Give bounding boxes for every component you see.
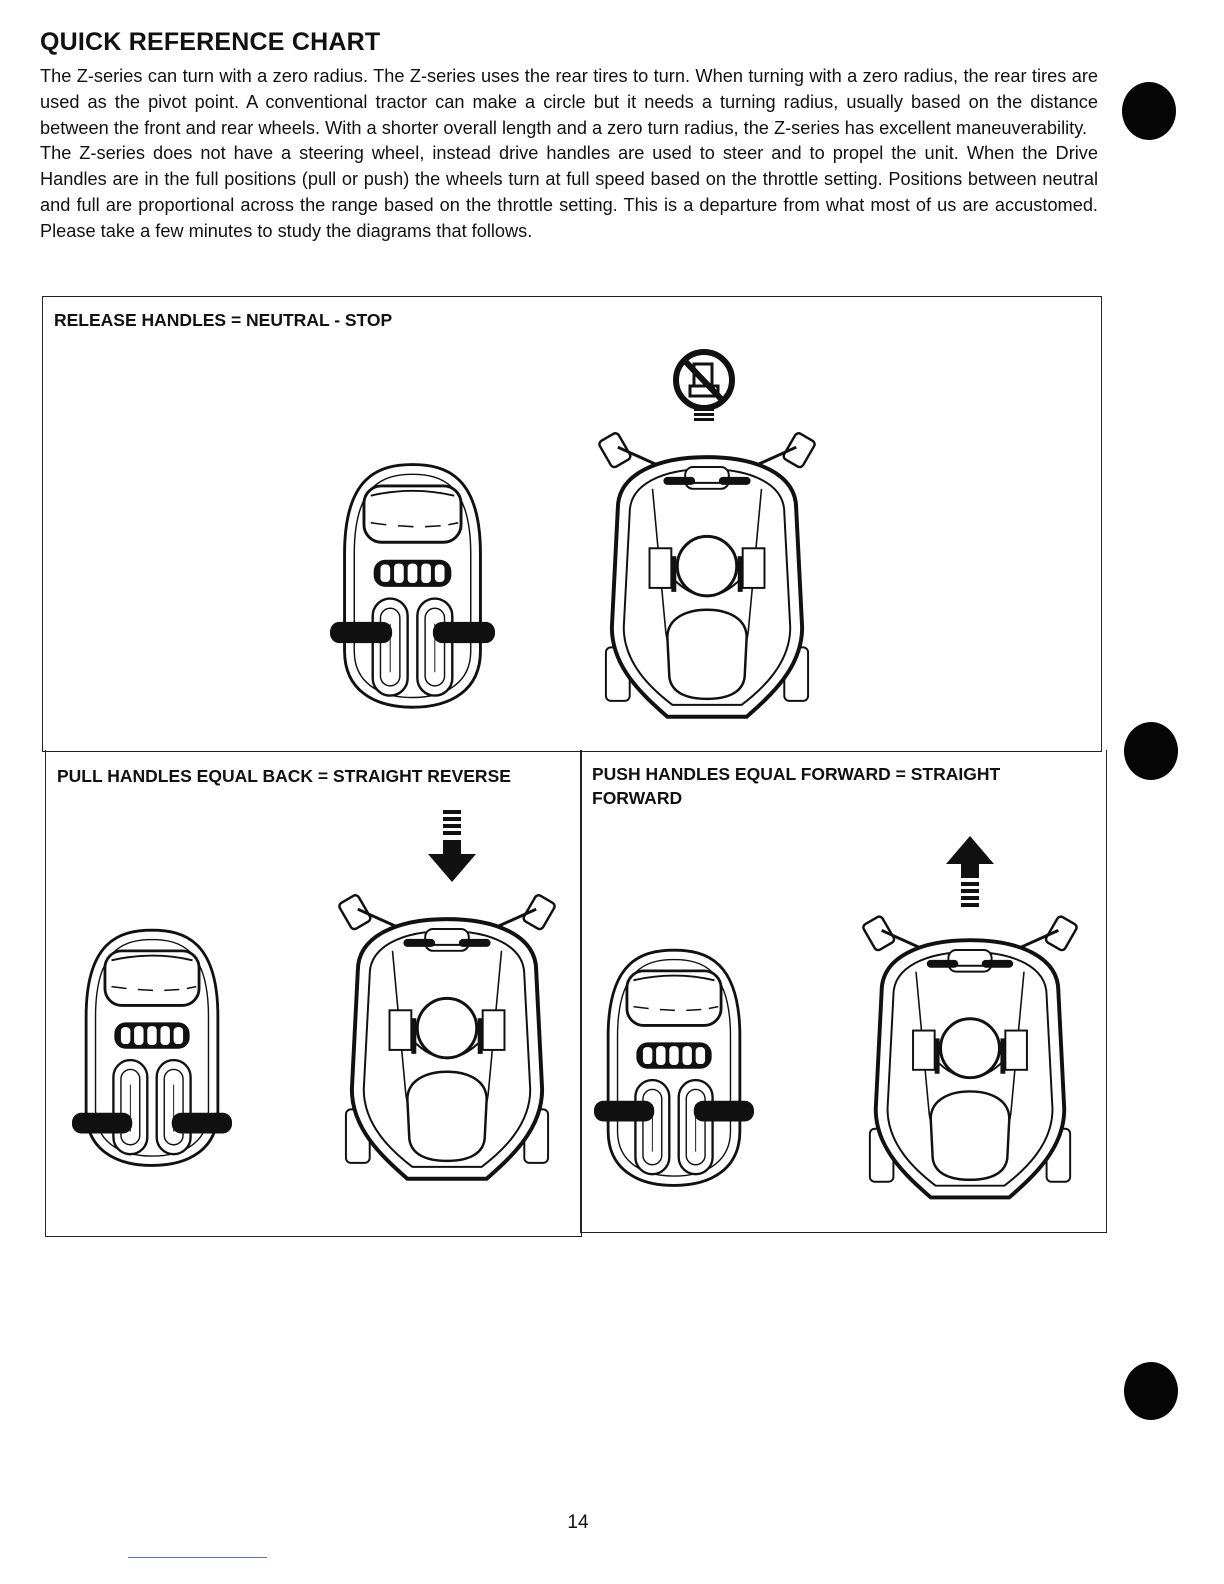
- forward-tractor: [862, 910, 1078, 1210]
- no-motion-icon: [668, 346, 744, 422]
- up-arrow-icon: [942, 834, 998, 908]
- neutral-panel-title: RELEASE HANDLES = NEUTRAL - STOP: [54, 310, 393, 330]
- intro-paragraph: The Z-series does not have a steering wheel, instead drive handles are used to steer and to propel the unit. When the Drive Handles are in the full positions (pull or push) the wheels turn at full speed based on the throttle setting. Positions between neutral and full are proportional across the range based on the throttle setting. This is a departure from what most of us are accustomed. Please take a few minutes to study the diagrams that follows.: [40, 143, 1098, 241]
- binder-hole: [1124, 1362, 1178, 1420]
- reverse-panel-title: PULL HANDLES EQUAL BACK = STRAIGHT REVERSE: [57, 766, 511, 786]
- binder-hole: [1124, 722, 1178, 780]
- binder-hole: [1122, 82, 1176, 140]
- intro-paragraph: The Z-series can turn with a zero radius. The Z-series uses the rear tires to turn. When turning with a zero radius, the rear tires are used as the pivot point. A conventional tractor can make a circle but it needs a turning radius, usually based on the distance between the front and rear wheels. With a shorter overall length and a zero turn radius, the Z-series has excellent maneuverability.: [40, 66, 1098, 138]
- footer-rule: [128, 1557, 267, 1558]
- page-title: QUICK REFERENCE CHART: [40, 28, 381, 56]
- page-number: 14: [567, 1512, 589, 1533]
- neutral-console: [330, 452, 495, 714]
- intro-text: [40, 64, 1098, 245]
- down-arrow-icon: [424, 808, 480, 884]
- neutral-tractor: [598, 428, 816, 728]
- reverse-console: [72, 914, 232, 1176]
- neutral-panel: [42, 296, 1102, 752]
- forward-panel-title: PUSH HANDLES EQUAL FORWARD = STRAIGHT FORWARD: [592, 764, 1001, 808]
- reverse-tractor: [338, 890, 556, 1190]
- forward-console: [594, 934, 754, 1196]
